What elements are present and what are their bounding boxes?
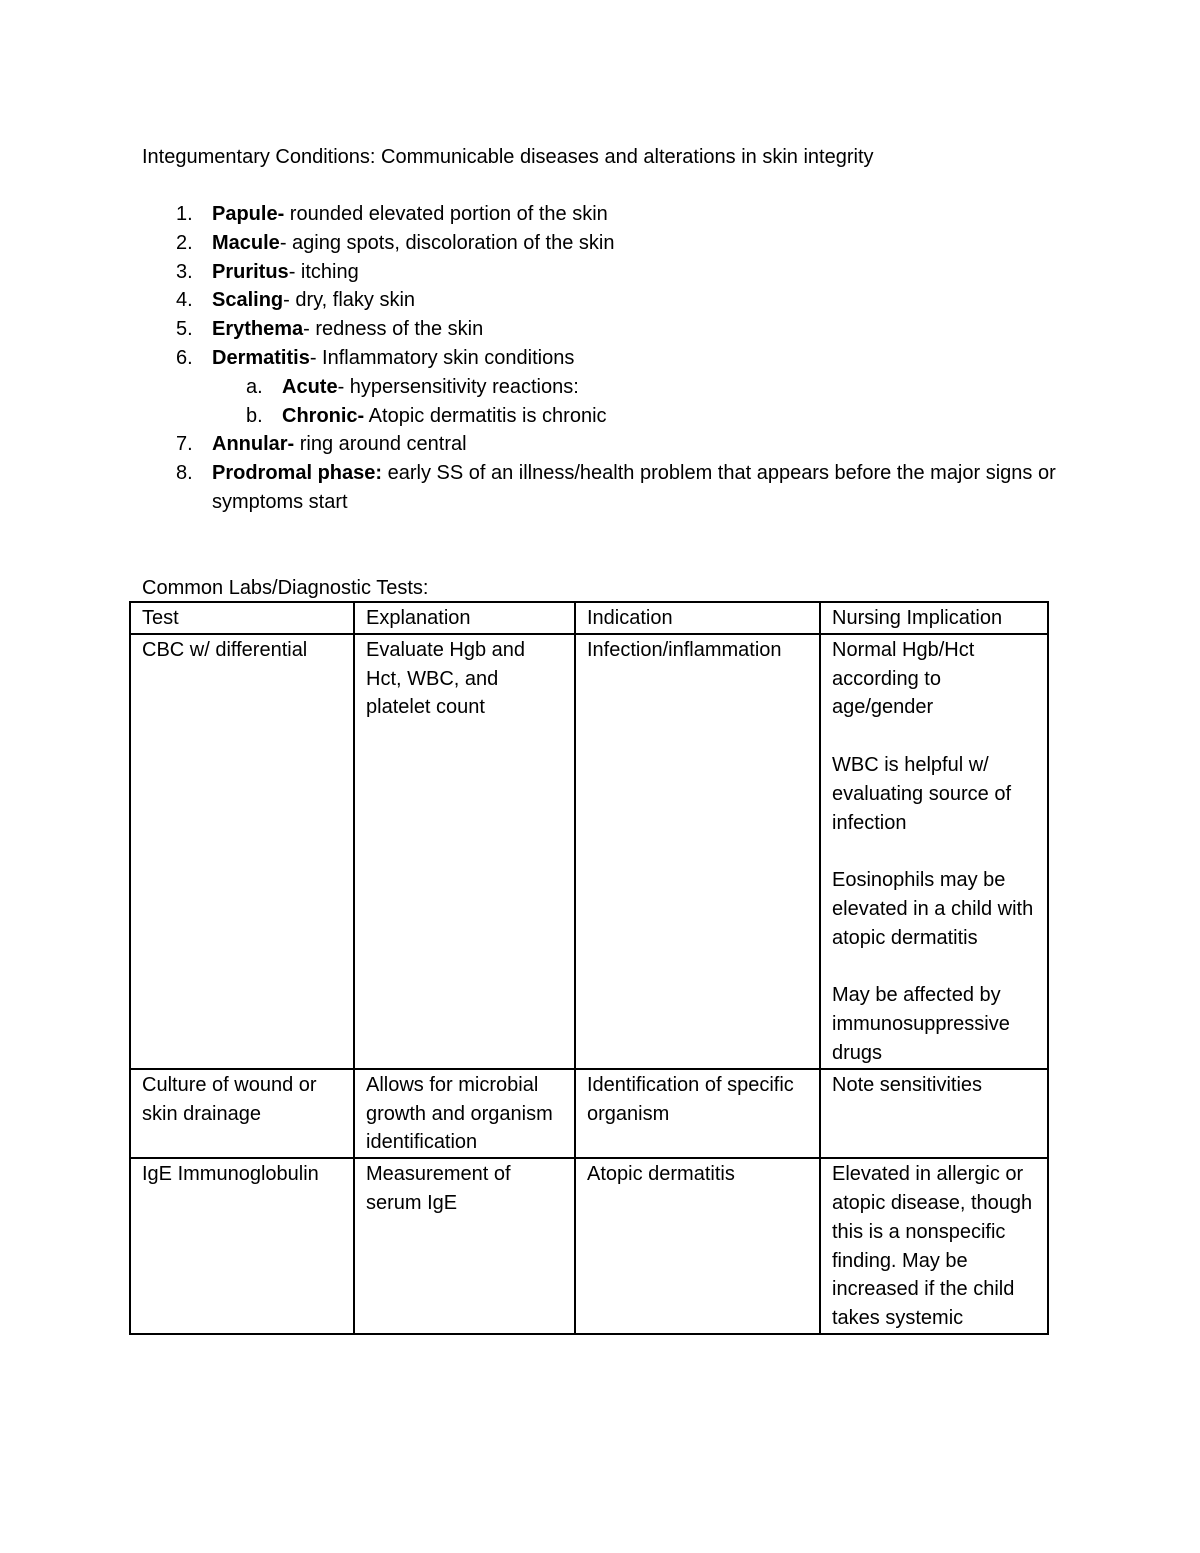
list-item xyxy=(142,344,1062,430)
list-item xyxy=(142,286,1062,315)
term: Scaling xyxy=(212,289,284,312)
table-header-row xyxy=(130,602,1048,634)
cell-indication: Atopic dermatitis xyxy=(575,1158,820,1334)
column-header-test: Test xyxy=(130,602,354,634)
term: Prodromal phase: xyxy=(212,462,383,485)
definition: Atopic dermatitis is chronic xyxy=(364,404,607,427)
term: Pruritus xyxy=(212,260,289,283)
list-number: 4. xyxy=(176,289,193,312)
dermatitis-sublist xyxy=(212,373,1062,431)
cell-nursing-implication xyxy=(820,1069,1048,1158)
list-item xyxy=(142,430,1062,459)
cell-nursing-implication xyxy=(820,634,1048,1069)
list-item xyxy=(142,315,1062,344)
cell-test: CBC w/ differential xyxy=(130,634,354,1069)
list-number: 1. xyxy=(176,203,193,225)
cell-test: IgE Immunoglobulin xyxy=(130,1158,354,1334)
term: Dermatitis xyxy=(212,346,310,369)
list-number: 6. xyxy=(176,346,193,369)
definition: ring around central xyxy=(294,433,467,456)
list-number: 2. xyxy=(176,231,193,254)
labs-table xyxy=(129,601,1049,1335)
definition: - aging spots, discoloration of the skin xyxy=(279,231,615,254)
sub-list-letter: a. xyxy=(246,375,263,398)
table-caption: Common Labs/Diagnostic Tests: xyxy=(142,577,429,599)
term: Chronic- xyxy=(282,404,365,427)
column-header-explanation: Explanation xyxy=(354,602,575,634)
definition: - Inflammatory skin conditions xyxy=(309,346,575,369)
definition: - itching xyxy=(288,260,359,283)
list-number: 3. xyxy=(176,260,193,283)
page-title: Integumentary Conditions: Communicable diseases and alterations in skin integrity xyxy=(142,146,874,168)
implication-paragraph: Note sensitivities xyxy=(832,1073,983,1096)
cell-test: Culture of wound or skin drainage xyxy=(130,1069,354,1158)
definition: early SS of an illness/health problem that appears before the major signs or symptoms start xyxy=(212,462,1056,513)
definitions-list xyxy=(142,200,1062,517)
list-item xyxy=(142,200,1062,229)
definition: - hypersensitivity reactions: xyxy=(337,375,579,398)
term: Acute xyxy=(282,375,338,398)
term: Annular- xyxy=(212,433,295,456)
cell-nursing-implication xyxy=(820,1158,1048,1334)
table-row xyxy=(130,1158,1048,1334)
cell-explanation: Evaluate Hgb and Hct, WBC, and platelet count xyxy=(354,634,575,1069)
definition: - redness of the skin xyxy=(303,318,484,341)
implication-paragraph: WBC is helpful w/ evaluating source of infection xyxy=(832,753,1012,834)
column-header-indication: Indication xyxy=(575,602,820,634)
implication-paragraph: May be affected by immunosuppressive drugs xyxy=(832,984,1010,1064)
term: Papule- xyxy=(212,203,285,225)
implication-paragraph: Normal Hgb/Hct according to age/gender xyxy=(832,638,975,719)
list-item xyxy=(142,459,1062,517)
term: Macule xyxy=(212,231,280,254)
list-item xyxy=(142,258,1062,287)
cell-indication: Infection/inflammation xyxy=(575,634,820,1069)
definition: rounded elevated portion of the skin xyxy=(284,203,608,225)
cell-explanation: Allows for microbial growth and organism identification xyxy=(354,1069,575,1158)
cell-indication: Identification of specific organism xyxy=(575,1069,820,1158)
sub-list-letter: b. xyxy=(246,404,263,427)
implication-paragraph: Eosinophils may be elevated in a child with atopic dermatitis xyxy=(832,869,1034,949)
list-number: 8. xyxy=(176,462,193,485)
sub-list-item xyxy=(212,373,1062,402)
table-row xyxy=(130,1069,1048,1158)
list-number: 5. xyxy=(176,318,193,341)
list-item xyxy=(142,229,1062,258)
table-row xyxy=(130,634,1048,1069)
term: Erythema xyxy=(212,318,304,341)
list-number: 7. xyxy=(176,433,193,456)
implication-paragraph: Elevated in allergic or atopic disease, though this is a nonspecific finding. May be increased if the child takes systemic xyxy=(832,1163,1033,1330)
column-header-nursing-implication: Nursing Implication xyxy=(820,602,1048,634)
definition: - dry, flaky skin xyxy=(283,289,416,312)
sub-list-item xyxy=(212,402,1062,431)
cell-explanation: Measurement of serum IgE xyxy=(354,1158,575,1334)
